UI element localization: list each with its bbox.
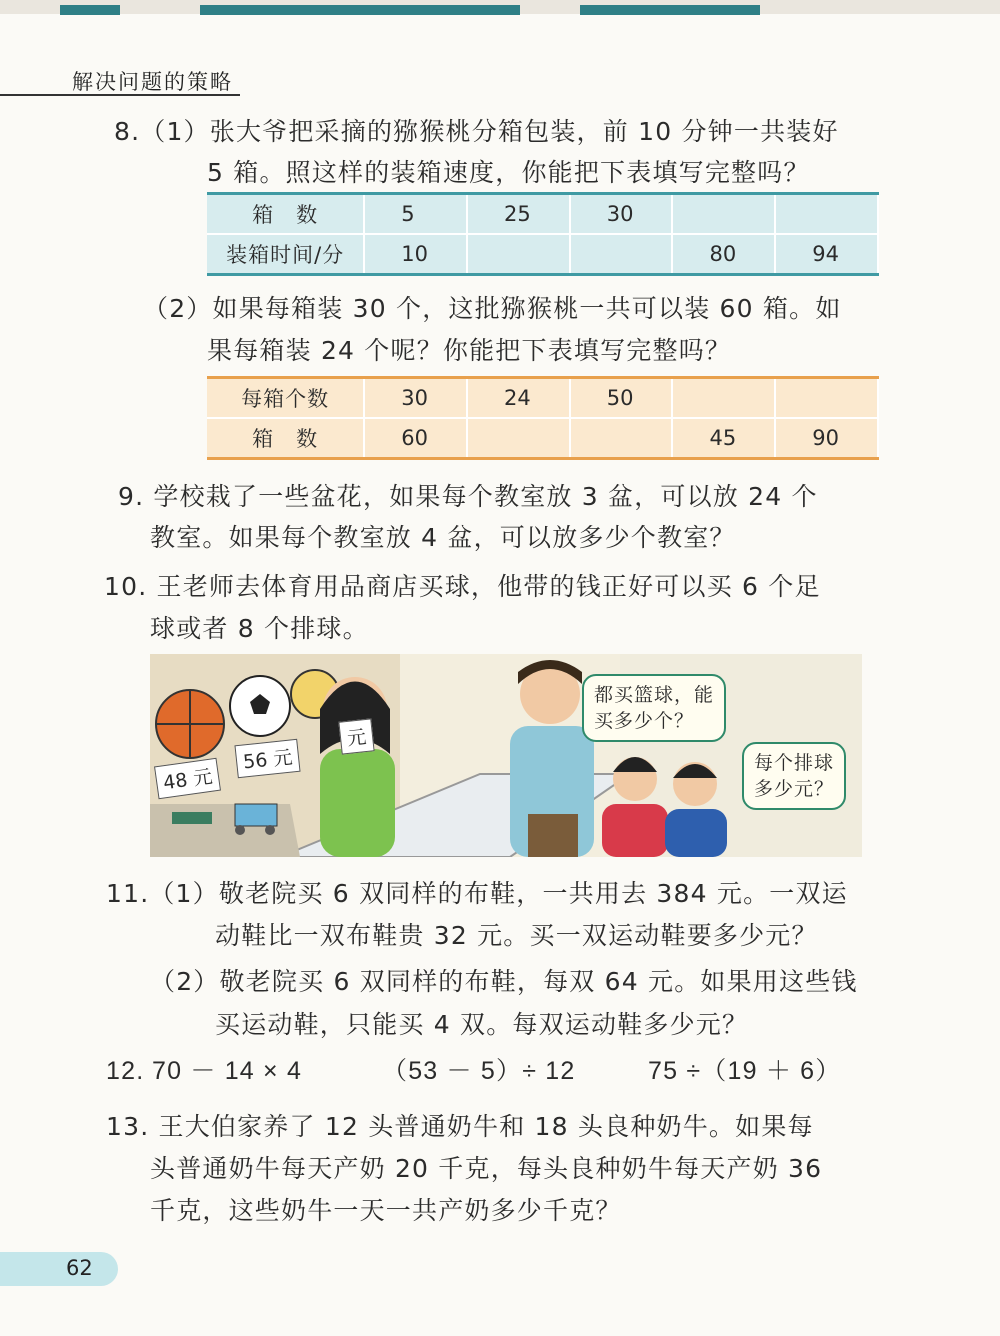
q8-table1 bbox=[207, 192, 879, 276]
table-row bbox=[207, 234, 878, 275]
table-cell bbox=[570, 234, 673, 275]
table-cell: 10 bbox=[364, 234, 467, 275]
table-row-label: 每箱个数 bbox=[207, 378, 364, 419]
q13-line1: 13. 王大伯家养了 12 头普通奶牛和 18 头良种奶牛。如果每 bbox=[106, 1112, 814, 1141]
table-row-label: 装箱时间/分 bbox=[207, 234, 364, 275]
bubble-line: 都买篮球，能 bbox=[594, 684, 715, 706]
q10-line1: 10. 王老师去体育用品商店买球，他带的钱正好可以买 6 个足 bbox=[104, 572, 821, 601]
q8-part1-line1: 8.（1）张大爷把采摘的猕猴桃分箱包装，前 10 分钟一共装好 bbox=[114, 117, 839, 146]
table-cell bbox=[672, 194, 775, 235]
table-cell: 30 bbox=[570, 194, 673, 235]
bubble-line: 买多少个？ bbox=[594, 710, 695, 732]
table-cell: 90 bbox=[775, 418, 878, 459]
bubble-line: 每个排球 bbox=[754, 752, 835, 774]
table-cell bbox=[672, 378, 775, 419]
q8-table2 bbox=[207, 376, 879, 460]
q8-part1-line2: 5 箱。照这样的装箱速度，你能把下表填写完整吗？ bbox=[207, 158, 810, 187]
table-cell: 30 bbox=[364, 378, 467, 419]
table-cell bbox=[775, 194, 878, 235]
q8-part2-line2: 果每箱装 24 个呢？你能把下表填写完整吗？ bbox=[207, 336, 732, 365]
page-number-tab bbox=[0, 1252, 118, 1286]
table-cell: 5 bbox=[364, 194, 467, 235]
q11-part1-line1: 11.（1）敬老院买 6 双同样的布鞋，一共用去 384 元。一双运 bbox=[106, 879, 848, 908]
q11-part1-line2: 动鞋比一双布鞋贵 32 元。买一双运动鞋要多少元？ bbox=[215, 921, 818, 950]
table-row-label: 箱 数 bbox=[207, 418, 364, 459]
table-row bbox=[207, 378, 878, 419]
table-cell bbox=[570, 418, 673, 459]
q9-line1: 9. 学校栽了一些盆花，如果每个教室放 3 盆，可以放 24 个 bbox=[118, 482, 818, 511]
table-cell: 50 bbox=[570, 378, 673, 419]
q10-line2: 球或者 8 个排球。 bbox=[150, 614, 369, 643]
q12-expr-1: 70 － 14 × 4 bbox=[152, 1057, 303, 1085]
table-cell: 45 bbox=[672, 418, 775, 459]
price-tag: 56 元 bbox=[234, 739, 300, 778]
q13-line3: 千克，这些奶牛一天一共产奶多少千克？ bbox=[150, 1196, 622, 1225]
price-tag: 48 元 bbox=[154, 758, 221, 799]
table-cell bbox=[775, 378, 878, 419]
speech-bubble-teacher bbox=[582, 674, 726, 742]
table-cell bbox=[467, 234, 570, 275]
q8-part2-line1: （2）如果每箱装 30 个，这批猕猴桃一共可以装 60 箱。如 bbox=[143, 294, 842, 323]
sports-shop-illustration bbox=[150, 654, 862, 857]
table-cell bbox=[467, 418, 570, 459]
table-cell: 80 bbox=[672, 234, 775, 275]
page-number: 62 bbox=[66, 1256, 93, 1280]
table-cell: 24 bbox=[467, 378, 570, 419]
bubble-line: 多少元？ bbox=[754, 778, 835, 800]
table-cell: 25 bbox=[467, 194, 570, 235]
section-title: 解决问题的策略 bbox=[72, 70, 233, 94]
q12-expr-3: 75 ÷（19 ＋ 6） bbox=[648, 1057, 842, 1085]
table-row-label: 箱 数 bbox=[207, 194, 364, 235]
q11-part2-line2: 买运动鞋，只能买 4 双。每双运动鞋多少元？ bbox=[215, 1010, 749, 1039]
speech-bubble-student bbox=[742, 742, 846, 810]
q11-part2-line1: （2）敬老院买 6 双同样的布鞋，每双 64 元。如果用这些钱 bbox=[150, 967, 858, 996]
top-decor-band bbox=[0, 0, 1000, 14]
table-row bbox=[207, 194, 878, 235]
price-tag: 元 bbox=[338, 718, 374, 754]
table-row bbox=[207, 418, 878, 459]
q13-line2: 头普通奶牛每天产奶 20 千克，每头良种奶牛每天产奶 36 bbox=[150, 1154, 823, 1183]
table-cell: 60 bbox=[364, 418, 467, 459]
q12-expr-2: （53 － 5）÷ 12 bbox=[382, 1057, 576, 1085]
q9-line2: 教室。如果每个教室放 4 盆，可以放多少个教室？ bbox=[150, 523, 736, 552]
header-rule bbox=[0, 94, 240, 96]
q12-number: 12. bbox=[106, 1057, 145, 1085]
table-cell: 94 bbox=[775, 234, 878, 275]
